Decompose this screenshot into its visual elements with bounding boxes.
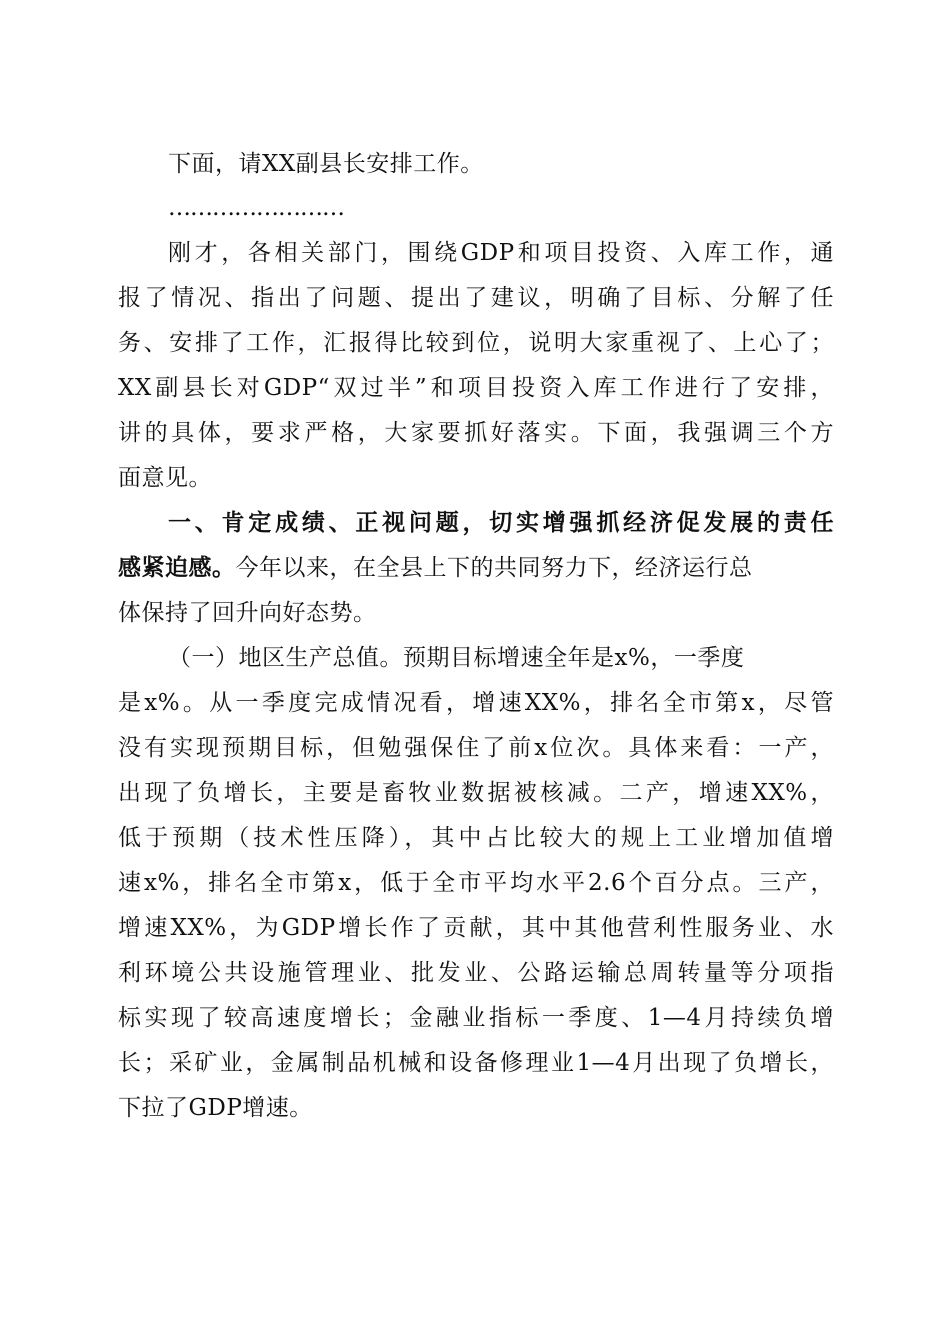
subsection-1-line-11: 下拉了GDP增速。: [118, 1095, 313, 1121]
paragraph-1-line-2: 报了情况、指出了问题、提出了建议，明确了目标、分解了任: [118, 285, 834, 311]
paragraph-1-line-6: 面意见。: [118, 465, 212, 491]
paragraph-1-line-1: 刚才，各相关部门，围绕GDP和项目投资、入库工作，通: [168, 240, 834, 266]
ellipsis-separator: ……………………: [168, 195, 344, 221]
section-1-line-2: [118, 553, 834, 583]
section-1-heading: 一、肯定成绩、正视问题，切实增强抓经济促发展的责任: [168, 510, 834, 536]
section-1-heading-tail: 感紧迫感。: [118, 555, 236, 581]
subsection-1-line-7: 增速XX%，为GDP增长作了贡献，其中其他营利性服务业、水: [118, 915, 834, 941]
subsection-1-line-1: [168, 643, 834, 673]
subsection-1-heading: （一）地区生产总值。: [168, 645, 403, 671]
paragraph-1-line-5: 讲的具体，要求严格，大家要抓好落实。下面，我强调三个方: [118, 420, 834, 446]
subsection-1-line-3: 没有实现预期目标，但勉强保住了前x位次。具体来看：一产，: [118, 735, 834, 761]
subsection-1-line-9: 标实现了较高速度增长；金融业指标一季度、1—4月持续负增: [118, 1005, 834, 1031]
subsection-1-line-2: 是x%。从一季度完成情况看，增速XX%，排名全市第x，尽管: [118, 690, 834, 716]
section-1-text: 今年以来，在全县上下的共同努力下，经济运行总: [235, 555, 753, 581]
subsection-1-line-6: 速x%，排名全市第x，低于全市平均水平2.6个百分点。三产，: [118, 870, 834, 896]
subsection-1-line-5: 低于预期（技术性压降），其中占比较大的规上工业增加值增: [118, 825, 834, 851]
intro-line: 下面，请XX副县长安排工作。: [168, 151, 484, 177]
paragraph-1-line-3: 务、安排了工作，汇报得比较到位，说明大家重视了、上心了；: [118, 330, 834, 356]
subsection-1-text: 预期目标增速全年是x%，一季度: [403, 645, 745, 671]
paragraph-1-line-4: XX副县长对GDP“双过半”和项目投资入库工作进行了安排，: [118, 375, 834, 401]
section-1-line-3: 体保持了回升向好态势。: [118, 600, 377, 626]
subsection-1-line-4: 出现了负增长，主要是畜牧业数据被核减。二产，增速XX%，: [118, 780, 834, 806]
subsection-1-line-10: 长；采矿业，金属制品机械和设备修理业1—4月出现了负增长，: [118, 1050, 834, 1076]
subsection-1-line-8: 利环境公共设施管理业、批发业、公路运输总周转量等分项指: [118, 960, 834, 986]
